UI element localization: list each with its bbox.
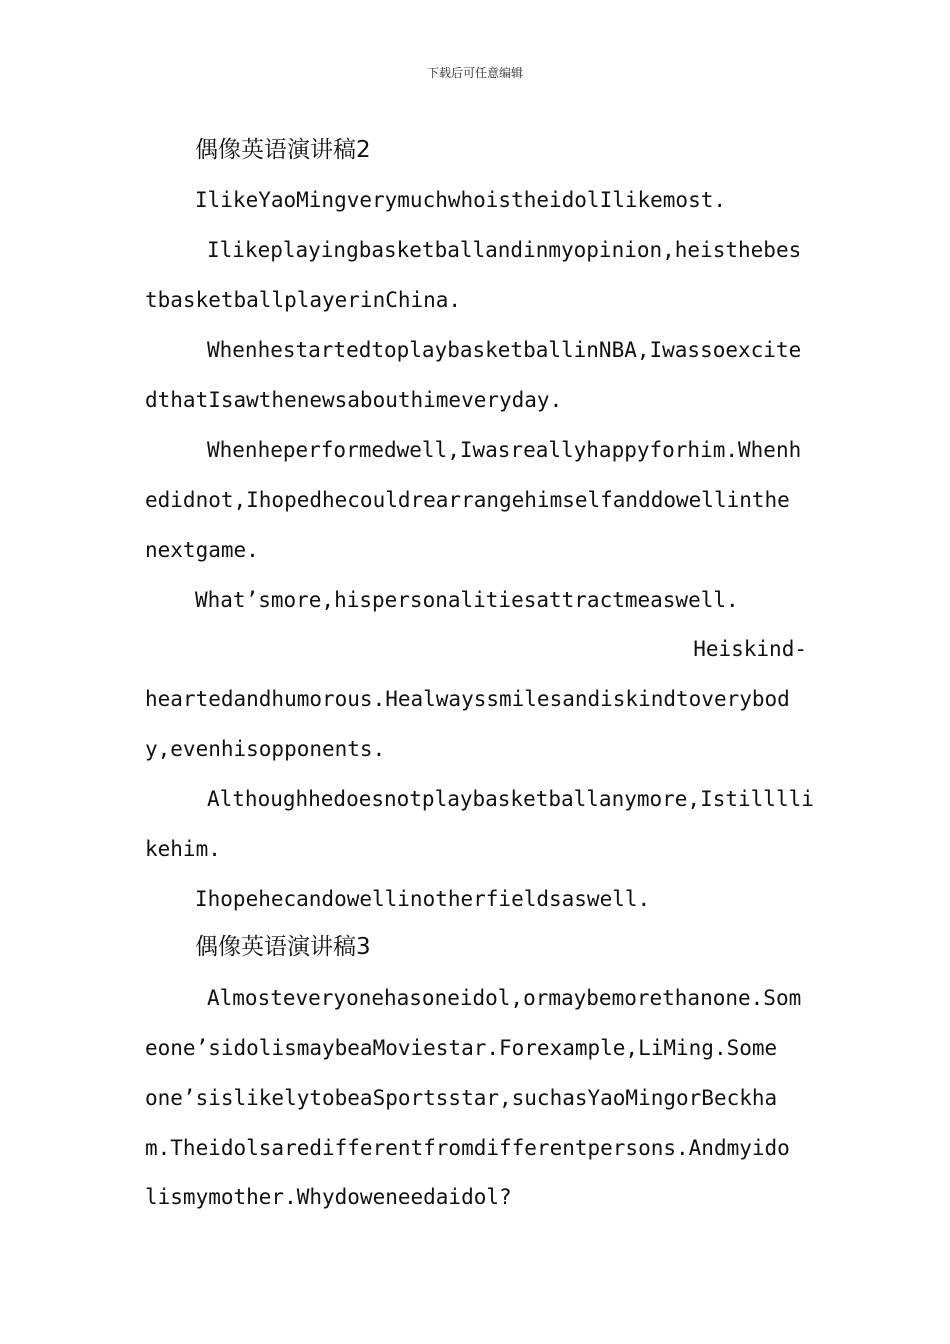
paragraph-line: Whenheperformedwell,Iwasreallyhappyforhim.Whenh [207, 438, 802, 462]
paragraph-line: kehim. [145, 837, 221, 861]
paragraph-line: What’smore,hispersonalitiesattractmeaswell. [195, 588, 739, 612]
paragraph-line: IlikeYaoMingverymuchwhoistheidolIlikemost. [195, 188, 727, 212]
paragraph-line: dthatIsawthenewsabouthimeveryday. [145, 388, 563, 412]
paragraph-line: lismymother.Whydoweneedaidol? [145, 1185, 512, 1209]
page-header: 下载后可任意编辑 [426, 66, 523, 80]
paragraph-line: edidnot,Ihopedhecouldrearrangehimselfanddowellinthe [145, 488, 790, 512]
paragraph-line: eone’sidolismaybeaMoviestar.Forexample,LiMing.Some [145, 1036, 778, 1060]
paragraph-line: one’sislikelytobeaSportsstar,suchasYaoMingorBeckha [145, 1086, 778, 1110]
paragraph-line: nextgame. [145, 538, 259, 562]
paragraph-line: Ilikeplayingbasketballandinmyopinion,heisthebes [207, 238, 802, 262]
paragraph-line: heartedandhumorous.Healwayssmilesandiskindtoverybod [145, 687, 790, 711]
paragraph-line: Ihopehecandowellinotherfieldsaswell. [195, 887, 651, 911]
paragraph-line: m.Theidolsaredifferentfromdifferentpersons.Andmyido [145, 1136, 790, 1160]
section-heading: 偶像英语演讲稿3 [195, 934, 371, 960]
paragraph-line: Heiskind- [693, 637, 807, 661]
paragraph-line: WhenhestartedtoplaybasketballinNBA,Iwassoexcite [207, 338, 802, 362]
paragraph-line: tbasketballplayerinChina. [145, 288, 462, 312]
paragraph-line: Althoughhedoesnotplaybasketballanymore,Istilllli [207, 787, 814, 811]
paragraph-line: y,evenhisopponents. [145, 737, 386, 761]
paragraph-line: Almosteveryonehasoneidol,ormaybemorethanone.Som [207, 986, 802, 1010]
section-heading: 偶像英语演讲稿2 [195, 137, 371, 163]
